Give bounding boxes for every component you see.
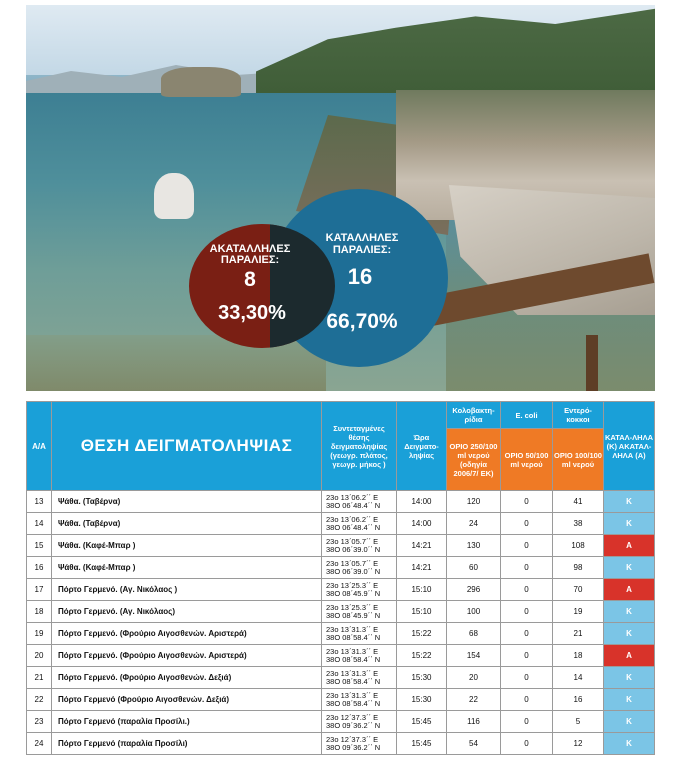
row-ecoli: 0: [501, 689, 553, 711]
row-time: 14:21: [397, 557, 447, 579]
row-coordinates: [322, 623, 397, 645]
row-location: Ψάθα. (Καφέ-Μπαρ ): [52, 557, 322, 579]
row-ecoli: 0: [501, 711, 553, 733]
row-coliform: 120: [447, 491, 501, 513]
header-time: Ώρα Δειγματο-ληψίας: [397, 402, 447, 491]
header-coliform: Κολοβακτη-ρίδια: [447, 402, 501, 429]
row-ecoli: 0: [501, 557, 553, 579]
table-row: [27, 535, 655, 557]
header-coordinates: Συντεταγμένες θέσης δειγματοληψίας (γεωγρ. πλάτος, γεωγρ. μήκος ): [322, 402, 397, 491]
row-coliform: 20: [447, 667, 501, 689]
row-enterococci: 12: [553, 733, 604, 755]
row-aa: 22: [27, 689, 52, 711]
row-location: Πόρτο Γερμενό (παραλία Προσίλι): [52, 733, 322, 755]
table-row: [27, 557, 655, 579]
row-enterococci: 19: [553, 601, 604, 623]
row-coliform: 296: [447, 579, 501, 601]
row-time: 15:10: [397, 601, 447, 623]
row-coliform: 24: [447, 513, 501, 535]
row-time: 15:22: [397, 623, 447, 645]
row-status: Α: [604, 535, 655, 557]
row-coliform: 130: [447, 535, 501, 557]
row-enterococci: 38: [553, 513, 604, 535]
row-coliform: 22: [447, 689, 501, 711]
row-location: Πόρτο Γερμενό. (Φρούριο Αιγοσθενών. Αριστερά): [52, 623, 322, 645]
row-latitude: 23ο 13΄05.7΄΄ Ε: [326, 558, 379, 568]
row-location: Πόρτο Γερμενό (Φρούριο Αιγοσθενών. Δεξιά): [52, 689, 322, 711]
header-location: ΘΕΣΗ ΔΕΙΓΜΑΤΟΛΗΨΙΑΣ: [52, 402, 322, 491]
row-longitude: 38Ο 08΄58.4΄΄ Ν: [326, 632, 381, 642]
row-longitude: 38Ο 08΄45.9΄΄ Ν: [326, 610, 381, 620]
row-coliform: 60: [447, 557, 501, 579]
row-enterococci: 41: [553, 491, 604, 513]
table-row: [27, 733, 655, 755]
row-ecoli: 0: [501, 579, 553, 601]
suitable-count: 16: [347, 264, 373, 289]
sampling-results-table: [26, 401, 655, 755]
header-ecoli: E. coli: [501, 402, 553, 429]
row-latitude: 23ο 13΄31.3΄΄ Ε: [326, 668, 379, 678]
row-location: Ψάθα. (Καφέ-Μπαρ ): [52, 535, 322, 557]
photo-railing-post: [586, 335, 598, 391]
row-ecoli: 0: [501, 733, 553, 755]
row-enterococci: 70: [553, 579, 604, 601]
row-status: Κ: [604, 601, 655, 623]
row-longitude: 38Ο 06΄48.4΄΄ Ν: [326, 522, 381, 532]
row-location: Ψάθα. (Ταβέρνα): [52, 513, 322, 535]
photo-person: [154, 173, 194, 219]
row-ecoli: 0: [501, 535, 553, 557]
row-latitude: 23ο 13΄06.2΄΄ Ε: [326, 492, 379, 502]
row-enterococci: 98: [553, 557, 604, 579]
row-coliform: 54: [447, 733, 501, 755]
header-coliform-limit: ΟΡΙΟ 250/100 ml νερού (οδηγία 2006/7/ ΕΚ): [447, 429, 501, 491]
row-location: Πόρτο Γερμενό (παραλία Προσίλι.): [52, 711, 322, 733]
row-location: Ψάθα. (Ταβέρνα): [52, 491, 322, 513]
row-status: Κ: [604, 557, 655, 579]
row-location: Πόρτο Γερμενό. (Αγ. Νικόλαος ): [52, 579, 322, 601]
row-location: Πόρτο Γερμενό. (Αγ. Νικόλαος): [52, 601, 322, 623]
header-status: ΚΑΤΑΛ-ΛΗΛΑ (Κ) ΑΚΑΤΑΛ-ΛΗΛΑ (Α): [604, 402, 655, 491]
row-latitude: 23ο 12΄37.3΄΄ Ε: [326, 734, 379, 744]
row-time: 15:30: [397, 689, 447, 711]
row-aa: 15: [27, 535, 52, 557]
header-enterococci-limit: ΟΡΙΟ 100/100 ml νερού: [553, 429, 604, 491]
row-aa: 23: [27, 711, 52, 733]
row-status: Κ: [604, 711, 655, 733]
row-longitude: 38Ο 09΄36.2΄΄ Ν: [326, 742, 381, 752]
row-latitude: 23ο 13΄31.3΄΄ Ε: [326, 646, 379, 656]
header-ecoli-limit: ΟΡΙΟ 50/100 ml νερού: [501, 429, 553, 491]
row-longitude: 38Ο 06΄48.4΄΄ Ν: [326, 500, 381, 510]
photo-islet: [161, 67, 241, 97]
row-longitude: 38Ο 08΄45.9΄΄ Ν: [326, 588, 381, 598]
table-row: [27, 711, 655, 733]
row-coordinates: [322, 557, 397, 579]
row-latitude: 23ο 13΄05.7΄΄ Ε: [326, 536, 379, 546]
header-aa: Α/Α: [27, 402, 52, 491]
row-status: Κ: [604, 733, 655, 755]
row-aa: 20: [27, 645, 52, 667]
row-time: 15:10: [397, 579, 447, 601]
row-time: 15:45: [397, 733, 447, 755]
row-aa: 19: [27, 623, 52, 645]
row-coliform: 68: [447, 623, 501, 645]
row-aa: 18: [27, 601, 52, 623]
row-coordinates: [322, 733, 397, 755]
row-ecoli: 0: [501, 491, 553, 513]
row-longitude: 38Ο 06΄39.0΄΄ Ν: [326, 544, 381, 554]
row-latitude: 23ο 13΄31.3΄΄ Ε: [326, 624, 379, 634]
table-row: [27, 513, 655, 535]
row-enterococci: 21: [553, 623, 604, 645]
table-row: [27, 689, 655, 711]
row-time: 14:21: [397, 535, 447, 557]
row-ecoli: 0: [501, 667, 553, 689]
row-enterococci: 108: [553, 535, 604, 557]
suitable-title: ΚΑΤΑΛΛΗΛΕΣ ΠΑΡΑΛΙΕΣ:: [325, 232, 399, 256]
row-longitude: 38Ο 08΄58.4΄΄ Ν: [326, 698, 381, 708]
unsuitable-count: 8: [244, 268, 256, 291]
table-row: [27, 623, 655, 645]
row-coordinates: [322, 579, 397, 601]
row-time: 15:22: [397, 645, 447, 667]
row-time: 14:00: [397, 491, 447, 513]
row-aa: 13: [27, 491, 52, 513]
unsuitable-percent: 33,30%: [218, 302, 286, 324]
row-enterococci: 18: [553, 645, 604, 667]
row-enterococci: 14: [553, 667, 604, 689]
row-location: Πόρτο Γερμενό. (Φρούριο Αιγοσθενών. Δεξιά): [52, 667, 322, 689]
header-enterococci: Εντερό-κοκκοι: [553, 402, 604, 429]
suitable-percent: 66,70%: [326, 310, 398, 333]
row-enterococci: 16: [553, 689, 604, 711]
row-ecoli: 0: [501, 601, 553, 623]
row-status: Κ: [604, 513, 655, 535]
row-aa: 21: [27, 667, 52, 689]
row-time: 15:45: [397, 711, 447, 733]
row-aa: 24: [27, 733, 52, 755]
row-enterococci: 5: [553, 711, 604, 733]
row-longitude: 38Ο 06΄39.0΄΄ Ν: [326, 566, 381, 576]
row-aa: 14: [27, 513, 52, 535]
row-status: Κ: [604, 667, 655, 689]
row-latitude: 23ο 13΄25.3΄΄ Ε: [326, 580, 379, 590]
row-latitude: 23ο 13΄25.3΄΄ Ε: [326, 602, 379, 612]
row-coordinates: [322, 645, 397, 667]
row-location: Πόρτο Γερμενό. (Φρούριο Αιγοσθενών. Αριστερά): [52, 645, 322, 667]
row-longitude: 38Ο 08΄58.4΄΄ Ν: [326, 676, 381, 686]
table-row: [27, 667, 655, 689]
table-header-row: [27, 402, 655, 429]
row-coordinates: [322, 601, 397, 623]
row-time: 15:30: [397, 667, 447, 689]
row-coliform: 154: [447, 645, 501, 667]
row-status: Κ: [604, 623, 655, 645]
row-coordinates: [322, 667, 397, 689]
row-coliform: 116: [447, 711, 501, 733]
row-status: Κ: [604, 491, 655, 513]
row-ecoli: 0: [501, 623, 553, 645]
row-coordinates: [322, 711, 397, 733]
table-row: [27, 579, 655, 601]
row-longitude: 38Ο 09΄36.2΄΄ Ν: [326, 720, 381, 730]
row-coliform: 100: [447, 601, 501, 623]
table-row: [27, 645, 655, 667]
row-longitude: 38Ο 08΄58.4΄΄ Ν: [326, 654, 381, 664]
row-coordinates: [322, 491, 397, 513]
row-aa: 17: [27, 579, 52, 601]
row-latitude: 23ο 12΄37.3΄΄ Ε: [326, 712, 379, 722]
unsuitable-title: ΑΚΑΤΑΛΛΗΛΕΣ ΠΑΡΑΛΙΕΣ:: [209, 243, 291, 266]
row-status: Α: [604, 645, 655, 667]
row-latitude: 23ο 13΄06.2΄΄ Ε: [326, 514, 379, 524]
row-coordinates: [322, 513, 397, 535]
row-status: Κ: [604, 689, 655, 711]
table-row: [27, 601, 655, 623]
table-row: [27, 491, 655, 513]
row-ecoli: 0: [501, 645, 553, 667]
row-status: Α: [604, 579, 655, 601]
row-coordinates: [322, 535, 397, 557]
row-time: 14:00: [397, 513, 447, 535]
row-latitude: 23ο 13΄31.3΄΄ Ε: [326, 690, 379, 700]
row-coordinates: [322, 689, 397, 711]
row-ecoli: 0: [501, 513, 553, 535]
row-aa: 16: [27, 557, 52, 579]
